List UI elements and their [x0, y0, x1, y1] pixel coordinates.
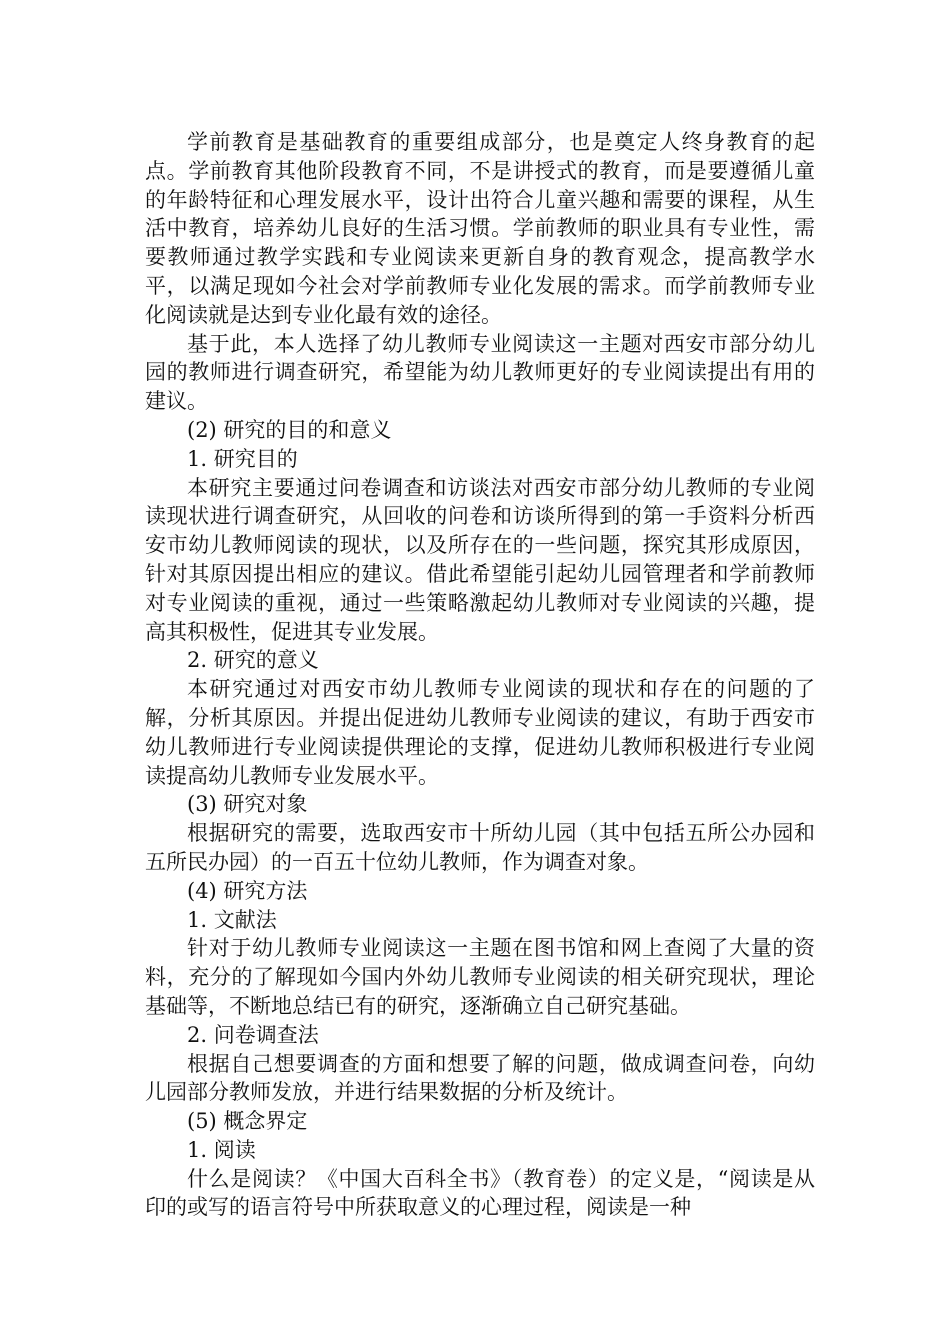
paragraph-reading-definition: 什么是阅读？《中国大百科全书》（教育卷）的定义是，“阅读是从印的或写的语言符号中所获取意义的心理过程，阅读是一种: [145, 1166, 815, 1220]
subheading-reading: 1. 阅读: [187, 1137, 256, 1162]
section-heading-research-methods: (4) 研究方法: [187, 878, 308, 903]
paragraph-research-significance: 本研究通过对西安市幼儿教师专业阅读的现状和存在的问题的了解，分析其原因。并提出促进幼儿教师专业阅读的建议，有助于西安市幼儿教师进行专业阅读提供理论的支撑，促进幼儿教师积极进行专业阅读提高幼儿教师专业发展水平。: [145, 677, 815, 788]
paragraph-basis: 基于此，本人选择了幼儿教师专业阅读这一主题对西安市部分幼儿园的教师进行调查研究，希望能为幼儿教师更好的专业阅读提出有用的建议。: [145, 331, 815, 414]
paragraph-intro: 学前教育是基础教育的重要组成部分，也是奠定人终身教育的起点。学前教育其他阶段教育不同，不是讲授式的教育，而是要遵循儿童的年龄特征和心理发展水平，设计出符合儿童兴趣和需要的课程，从生活中教育，培养幼儿良好的生活习惯。学前教师的职业具有专业性，需要教师通过教学实践和专业阅读来更新自身的教育观念，提高教学水平，以满足现如今社会对学前教师专业化发展的需求。而学前教师专业化阅读就是达到专业化最有效的途径。: [145, 130, 815, 327]
section-heading-research-subjects: (3) 研究对象: [187, 792, 308, 817]
paragraph-literature-method: 针对于幼儿教师专业阅读这一主题在图书馆和网上查阅了大量的资料，充分的了解现如今国内外幼儿教师专业阅读的相关研究现状，理论基础等，不断地总结已有的研究，逐渐确立自己研究基础。: [145, 936, 815, 1018]
section-heading-concept-definition: (5) 概念界定: [187, 1109, 308, 1134]
document-body: [145, 128, 815, 1222]
paragraph-research-purpose: 本研究主要通过问卷调查和访谈法对西安市部分幼儿教师的专业阅读现状进行调查研究，从回收的问卷和访谈所得到的第一手资料分析西安市幼儿教师阅读的现状，以及所存在的一些问题，探究其形成原因，针对其原因提出相应的建议。借此希望能引起幼儿园管理者和学前教师对专业阅读的重视，通过一些策略激起幼儿教师对专业阅读的兴趣，提高其积极性，促进其专业发展。: [145, 475, 815, 644]
subheading-research-significance: 2. 研究的意义: [187, 648, 319, 673]
subheading-questionnaire-method: 2. 问卷调查法: [187, 1022, 319, 1047]
paragraph-questionnaire-method: 根据自己想要调查的方面和想要了解的问题，做成调查问卷，向幼儿园部分教师发放，并进行结果数据的分析及统计。: [145, 1051, 815, 1105]
subheading-literature-method: 1. 文献法: [187, 907, 277, 932]
paragraph-research-subjects: 根据研究的需要，选取西安市十所幼儿园（其中包括五所公办园和五所民办园）的一百五十位幼儿教师，作为调查对象。: [145, 821, 815, 874]
subheading-research-purpose: 1. 研究目的: [187, 446, 298, 471]
section-heading-purpose-significance: (2) 研究的目的和意义: [187, 417, 392, 442]
